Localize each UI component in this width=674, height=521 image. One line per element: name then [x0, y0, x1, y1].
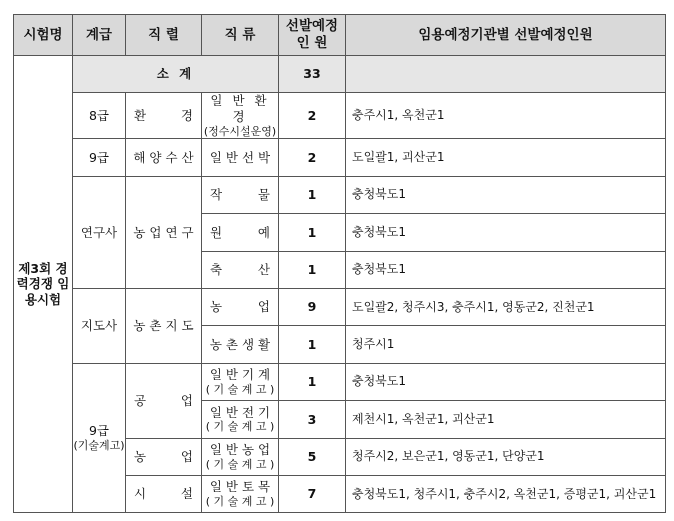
branch-cell: 일 반 기 계 ( 기 술 계 고 )	[202, 363, 279, 400]
header-orgs: 임용예정기관별 선발예정인원	[346, 15, 666, 56]
series-cell: 시 설	[126, 475, 202, 512]
series-cell: 농 업 연 구	[126, 176, 202, 288]
header-count: 선발예정 인 원	[279, 15, 346, 56]
series-cell: 환 경	[126, 93, 202, 139]
orgs-cell: 충청북도1	[346, 214, 666, 251]
count-cell: 1	[279, 326, 346, 363]
grade-cell: 연구사	[73, 176, 126, 288]
series-cell: 공 업	[126, 363, 202, 438]
table-row	[14, 176, 666, 213]
orgs-cell: 충청북도1	[346, 176, 666, 213]
series-cell: 농 촌 지 도	[126, 288, 202, 363]
count-cell: 9	[279, 288, 346, 325]
recruitment-table	[13, 14, 666, 513]
series-cell: 해 양 수 산	[126, 139, 202, 176]
count-cell: 2	[279, 139, 346, 176]
orgs-cell: 도일괄1, 괴산군1	[346, 139, 666, 176]
subtotal-row	[14, 56, 666, 93]
branch-cell: 작 물	[202, 176, 279, 213]
subtotal-orgs	[346, 56, 666, 93]
orgs-cell: 충청북도1, 청주시1, 충주시2, 옥천군1, 증평군1, 괴산군1	[346, 475, 666, 512]
orgs-cell: 충청북도1	[346, 251, 666, 288]
grade-cell: 8급	[73, 93, 126, 139]
count-cell: 5	[279, 438, 346, 475]
count-cell: 1	[279, 176, 346, 213]
header-row	[14, 15, 666, 56]
branch-cell: 농 업	[202, 288, 279, 325]
branch-cell: 농 촌 생 활	[202, 326, 279, 363]
header-grade: 계급	[73, 15, 126, 56]
count-cell: 1	[279, 251, 346, 288]
exam-name: 제3회 경력경쟁 임용시험	[14, 56, 73, 513]
table-row	[14, 363, 666, 400]
branch-cell: 일 반 전 기 ( 기 술 계 고 )	[202, 401, 279, 438]
orgs-cell: 청주시1	[346, 326, 666, 363]
table-row	[14, 288, 666, 325]
branch-cell: 원 예	[202, 214, 279, 251]
count-cell: 1	[279, 214, 346, 251]
branch-cell: 일 반 토 목 ( 기 술 계 고 )	[202, 475, 279, 512]
count-cell: 7	[279, 475, 346, 512]
orgs-cell: 충주시1, 옥천군1	[346, 93, 666, 139]
header-exam: 시험명	[14, 15, 73, 56]
orgs-cell: 도일괄2, 청주시3, 충주시1, 영동군2, 진천군1	[346, 288, 666, 325]
header-series: 직 렬	[126, 15, 202, 56]
orgs-cell: 충청북도1	[346, 363, 666, 400]
branch-cell: 일 반 환 경 (정수시설운영)	[202, 93, 279, 139]
orgs-cell: 제천시1, 옥천군1, 괴산군1	[346, 401, 666, 438]
subtotal-label: 소 계	[73, 56, 279, 93]
count-cell: 2	[279, 93, 346, 139]
header-branch: 직 류	[202, 15, 279, 56]
branch-cell: 일 반 농 업 ( 기 술 계 고 )	[202, 438, 279, 475]
branch-cell: 일 반 선 박	[202, 139, 279, 176]
table-row	[14, 139, 666, 176]
orgs-cell: 청주시2, 보은군1, 영동군1, 단양군1	[346, 438, 666, 475]
table-row	[14, 93, 666, 139]
series-cell: 농 업	[126, 438, 202, 475]
grade-cell: 9급	[73, 139, 126, 176]
subtotal-count: 33	[279, 56, 346, 93]
count-cell: 3	[279, 401, 346, 438]
branch-cell: 축 산	[202, 251, 279, 288]
grade-cell: 지도사	[73, 288, 126, 363]
grade-cell: 9급 (기술계고)	[73, 363, 126, 513]
count-cell: 1	[279, 363, 346, 400]
